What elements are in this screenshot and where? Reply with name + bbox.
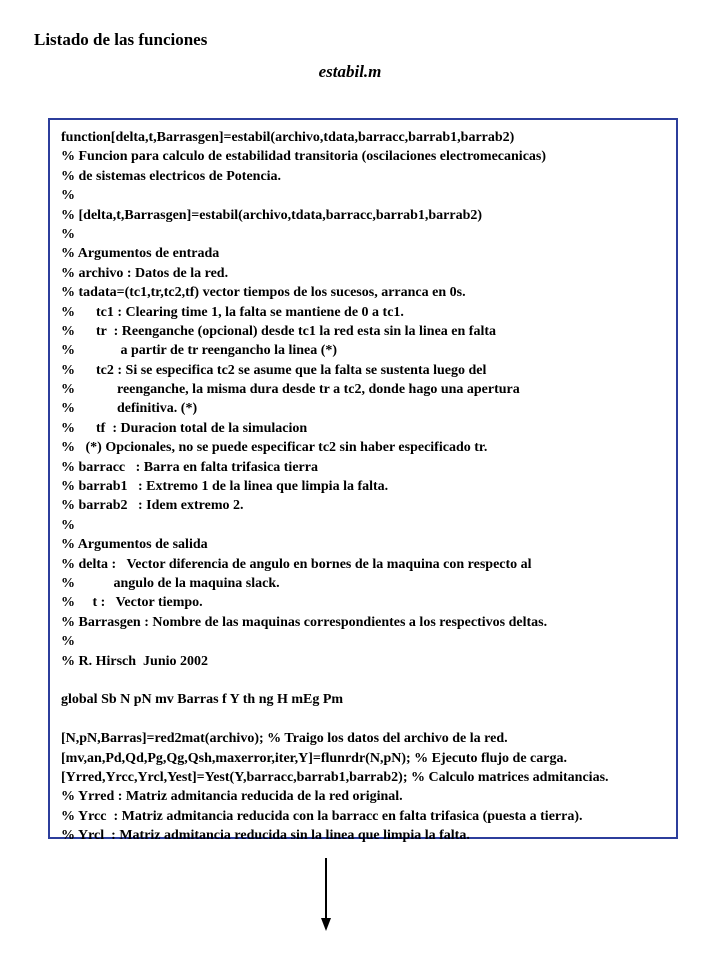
code-line: % t : Vector tiempo. — [61, 595, 203, 611]
code-line: % — [61, 226, 75, 242]
code-line: % Yrcl : Matriz admitancia reducida sin la linea que limpia la falta. — [61, 828, 470, 844]
code-line: % Argumentos de entrada — [61, 246, 220, 262]
code-line: % — [61, 188, 75, 204]
code-line: % angulo de la maquina slack. — [61, 575, 280, 591]
code-line: % tc1 : Clearing time 1, la falta se mantiene de 0 a tc1. — [61, 304, 404, 320]
file-name-title: estabil.m — [318, 62, 382, 81]
code-line: % tc2 : Si se especifica tc2 se asume que la falta se sustenta luego del — [61, 362, 487, 378]
code-line: [N,pN,Barras]=red2mat(archivo); % Traigo los datos del archivo de la red. — [61, 731, 508, 747]
code-line: % — [61, 634, 75, 650]
code-line: % delta : Vector diferencia de angulo en bornes de la maquina con respecto al — [61, 556, 532, 572]
code-listing-box — [48, 118, 678, 844]
code-line — [61, 671, 609, 690]
code-line: % barrab1 : Extremo 1 de la linea que limpia la falta. — [61, 479, 389, 495]
code-line: % tadata=(tc1,tr,tc2,tf) vector tiempos de los sucesos, arranca en 0s. — [61, 285, 466, 301]
code-line: function[delta,t,Barrasgen]=estabil(archivo,tdata,barracc,barrab1,barrab2) — [61, 130, 515, 145]
code-line — [61, 710, 609, 729]
code-line: % tf : Duracion total de la simulacion — [61, 420, 308, 436]
code-line: [Yrred,Yrcc,Yrcl,Yest]=Yest(Y,barracc,barrab1,barrab2); % Calculo matrices admitancias. — [61, 769, 609, 785]
section-heading: Listado de las funciones — [34, 30, 208, 49]
code-line: % barrab2 : Idem extremo 2. — [61, 498, 244, 514]
code-line: % reenganche, la misma dura desde tr a tc2, donde hago una apertura — [61, 382, 520, 398]
code-line: % Yrcc : Matriz admitancia reducida con la barracc en falta trifasica (puesta a tierra). — [61, 808, 583, 824]
code-line: % Funcion para calculo de estabilidad transitoria (oscilaciones electromecanicas) — [61, 149, 547, 165]
code-line: % definitiva. (*) — [61, 401, 198, 417]
code-line: % Yrred : Matriz admitancia reducida de la red original. — [61, 789, 403, 805]
down-arrow-icon — [318, 858, 334, 932]
code-line: % a partir de tr reengancho la linea (*) — [61, 343, 338, 359]
code-line: % de sistemas electricos de Potencia. — [61, 168, 282, 184]
code-line: % tr : Reenganche (opcional) desde tc1 la red esta sin la linea en falta — [61, 323, 497, 339]
code-line: global Sb N pN mv Barras f Y th ng H mEg Pm — [61, 692, 344, 708]
code-line: % R. Hirsch Junio 2002 — [61, 653, 209, 669]
code-line: % archivo : Datos de la red. — [61, 265, 229, 281]
code-line: % Barrasgen : Nombre de las maquinas correspondientes a los respectivos deltas. — [61, 614, 548, 630]
code-line: % (*) Opcionales, no se puede especificar tc2 sin haber especificado tr. — [61, 440, 488, 456]
code-line: [mv,an,Pd,Qd,Pg,Qg,Qsh,maxerror,iter,Y]=flunrdr(N,pN); % Ejecuto flujo de carga. — [61, 750, 567, 766]
code-line: % barracc : Barra en falta trifasica tierra — [61, 459, 318, 475]
code-line: % — [61, 517, 75, 533]
code-line: % Argumentos de salida — [61, 537, 208, 553]
code-line: % [delta,t,Barrasgen]=estabil(archivo,tdata,barracc,barrab1,barrab2) — [61, 207, 483, 223]
code-lines — [61, 128, 609, 845]
